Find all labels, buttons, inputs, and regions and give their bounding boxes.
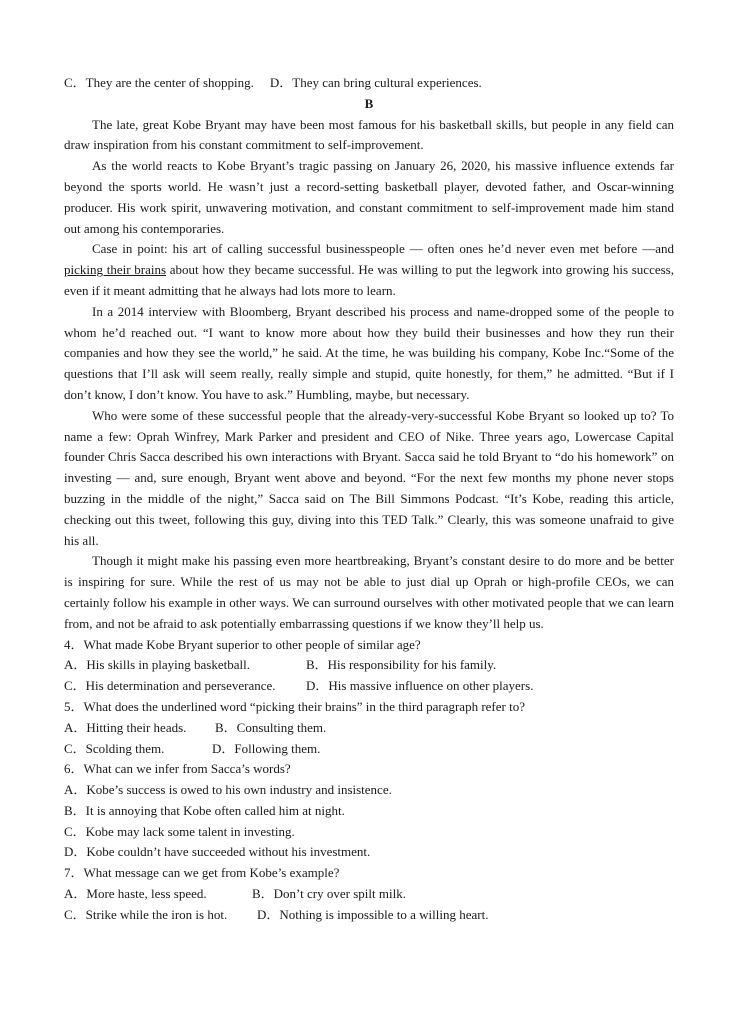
question-5-option-a[interactable]: A．Hitting their heads.: [64, 719, 187, 735]
previous-options-row: [64, 73, 674, 94]
underlined-phrase: picking their brains: [64, 262, 167, 278]
paragraph-5: Who were some of these successful people that the already-very-successful Kobe Bryant so looked up to? To name a few: Oprah Winfrey, Mark Parker and president and CEO of Nike. Three years ago, Lowercase Capital founder Chris Sacca described his own interactions with Bryant. Sacca said he told Bryant to “do his homework” on investing — and, sure enough, Bryant went above and beyond. “For the next few months my phone never stops buzzing in the middle of the night,” Sacca said on The Bill Simmons Podcast. “It’s Kobe, reading this article, checking out this tweet, following this guy, diving into this TED Talk.” Clearly, this was someone unafraid to give his all.: [64, 407, 674, 548]
previous-option-c: C．They are the center of shopping.: [64, 75, 254, 90]
exam-page: [64, 73, 674, 926]
section-title: B: [364, 95, 374, 111]
question-4-option-d[interactable]: D．His massive influence on other players.: [306, 678, 534, 694]
question-6-option-b[interactable]: B．It is annoying that Kobe often called him at night.: [64, 802, 345, 818]
question-4-option-c[interactable]: C．His determination and perseverance.: [64, 678, 276, 694]
question-4-option-b[interactable]: B．His responsibility for his family.: [306, 657, 497, 673]
question-6-option-c[interactable]: C．Kobe may lack some talent in investing.: [64, 823, 295, 839]
question-4-stem: 4．What made Kobe Bryant superior to other people of similar age?: [64, 636, 421, 652]
question-7-option-c[interactable]: C．Strike while the iron is hot.: [64, 906, 228, 922]
previous-option-d: D．They can bring cultural experiences.: [269, 75, 482, 90]
question-7-stem: 7．What message can we get from Kobe’s example?: [64, 865, 340, 881]
question-6-stem: 6．What can we infer from Sacca’s words?: [64, 761, 291, 777]
question-5-option-c[interactable]: C．Scolding them.: [64, 740, 165, 756]
paragraph-3: [64, 239, 674, 301]
question-4-options-row-2: [64, 676, 674, 697]
question-5-options-row-1: [64, 718, 674, 739]
question-4-option-a[interactable]: A．His skills in playing basketball.: [64, 657, 250, 673]
question-6-option-a[interactable]: A．Kobe’s success is owed to his own industry and insistence.: [64, 782, 392, 798]
question-6-option-d[interactable]: D．Kobe couldn’t have succeeded without his investment.: [64, 844, 371, 860]
question-5-stem: 5．What does the underlined word “picking their brains” in the third paragraph refer to?: [64, 698, 525, 714]
question-7-options-row-1: [64, 884, 674, 905]
question-5-option-b[interactable]: B．Consulting them.: [215, 719, 327, 735]
paragraph-2: As the world reacts to Kobe Bryant’s tragic passing on January 26, 2020, his massive influence extends far beyond the sports world. He wasn’t just a record-setting basketball player, devoted father, and Oscar-winning producer. His work spirit, unwavering motivation, and constant commitment to self-improvement made him stand out among his contemporaries.: [64, 158, 674, 236]
paragraph-3-after: about how they became successful. He was willing to put the legwork into growing his success, even if it meant admitting that he always had lots more to learn.: [64, 262, 674, 298]
question-7-option-b[interactable]: B．Don’t cry over spilt milk.: [252, 886, 406, 902]
question-5-option-d[interactable]: D．Following them.: [212, 740, 321, 756]
question-4-options-row-1: [64, 655, 674, 676]
paragraph-6: Though it might make his passing even more heartbreaking, Bryant’s constant desire to do more and be better is inspiring for sure. While the rest of us may not be able to just dial up Oprah or high-profile CEOs, we can certainly follow his example in other ways. We can surround ourselves with other motivated people that we can learn from, and not be afraid to ask potentially embarrassing questions if we know they’ll help us.: [64, 553, 674, 631]
question-5-options-row-2: [64, 739, 674, 760]
paragraph-1: The late, great Kobe Bryant may have been most famous for his basketball skills, but people in any field can draw inspiration from his constant commitment to self-improvement.: [64, 116, 674, 153]
question-7-option-a[interactable]: A．More haste, less speed.: [64, 886, 207, 902]
paragraph-3-before: Case in point: his art of calling successful businesspeople — often ones he’d never even met before —and: [92, 241, 674, 257]
question-7-options-row-2: [64, 905, 674, 926]
paragraph-4: In a 2014 interview with Bloomberg, Bryant described his process and name-dropped some of the people to whom he’d reached out. “I want to know more about how they build their businesses and how they run their companies and how they see the world,” he said. At the time, he was building his company, Kobe Inc.“Some of the questions that I’ll ask will seem really, really simple and stupid, quite honestly, for them,” he admitted. “But if I don’t know, I don’t know. You have to ask.” Humbling, maybe, but necessary.: [64, 303, 674, 402]
question-7-option-d[interactable]: D．Nothing is impossible to a willing heart.: [257, 906, 489, 922]
